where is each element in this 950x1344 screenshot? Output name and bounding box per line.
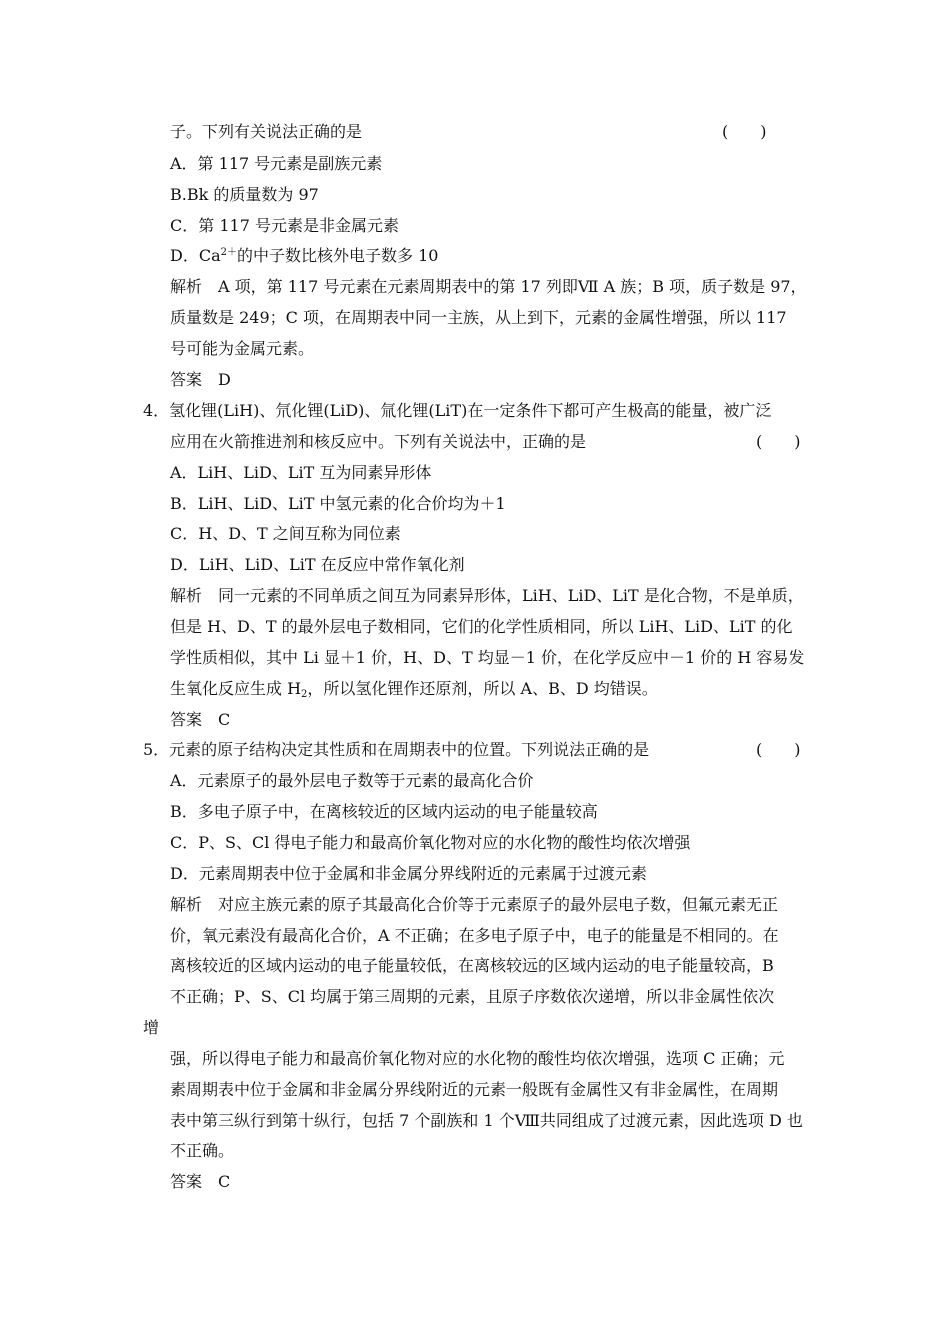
q3-stem-tail: 子。下列有关说法正确的是 <box>170 122 363 141</box>
q4-option-d: D．LiH、LiD、LiT 在反应中常作氧化剂 <box>170 555 465 574</box>
q5-analysis-line-9: 不正确。 <box>170 1141 235 1160</box>
q5-analysis-line-6: 强，所以得电子能力和最高价氧化物对应的水化物的酸性均依次增强，选项 C 正确；元 <box>170 1049 785 1068</box>
q5-analysis-line-3: 离核较近的区域内运动的电子能量较低，在离核较远的区域内运动的电子能量较高，B <box>170 956 774 975</box>
q4-analysis-line-2: 但是 H、D、T 的最外层电子数相同，它们的化学性质相同，所以 LiH、LiD、LiT 的化 <box>170 617 793 636</box>
q5-option-c: C．P、S、Cl 得电子能力和最高价氧化物对应的水化物的酸性均依次增强 <box>170 833 691 852</box>
q4-h2-subscript: 2 <box>301 689 308 700</box>
q5-analysis-line-2: 价，氧元素没有最高化合价，A 不正确；在多电子原子中，电子的能量是不相同的。在 <box>170 926 779 945</box>
q5-option-a: A．元素原子的最外层电子数等于元素的最高化合价 <box>170 771 534 790</box>
q3-option-d: D．$Ca^{2+}$的中子数比核外电子数多 10 <box>170 246 439 265</box>
q3-answer-bracket: ( ) <box>722 122 767 141</box>
q3-option-c: C．第 117 号元素是非金属元素 <box>170 216 399 235</box>
q4-option-c: C．H、D、T 之间互称为同位素 <box>170 524 401 543</box>
q5-analysis-line-4: 不正确；P、S、Cl 均属于第三周期的元素，且原子序数依次递增，所以非金属性依次 <box>170 987 775 1006</box>
q4-stem-line-1: 4．氢化锂(LiH)、氘化锂(LiD)、氚化锂(LiT)在一定条件下都可产生极高的能量，被广泛 <box>143 401 772 420</box>
q3-analysis-line-3: 号可能为金属元素。 <box>170 339 315 358</box>
q3-answer: 答案 D <box>170 370 231 389</box>
q3-analysis-line-1: 解析 A 项，第 117 号元素在元素周期表中的第 17 列即Ⅶ A 族；B 项，质子数是 97， <box>170 277 807 296</box>
q5-option-d: D．元素周期表中位于金属和非金属分界线附近的元素属于过渡元素 <box>170 864 647 883</box>
q4-analysis-line-1: 解析 同一元素的不同单质之间互为同素异形体，LiH、LiD、LiT 是化合物，不是单质， <box>170 586 804 605</box>
q3-ion-charge: 2＋ <box>220 247 237 258</box>
q4-stem-line-2: 应用在火箭推进剂和核反应中。下列有关说法中，正确的是 <box>170 432 587 451</box>
q3-option-b: B.Bk 的质量数为 97 <box>170 185 319 204</box>
q3-analysis-line-2: 质量数是 249；C 项，在周期表中同一主族，从上到下，元素的金属性增强，所以 117 <box>170 308 787 327</box>
q4-analysis-line-3: 学性质相似，其中 Li 显＋1 价，H、D、T 均显－1 价，在化学反应中－1 价的 H 容易发 <box>170 648 805 667</box>
q5-answer: 答案 C <box>170 1172 231 1191</box>
q4-option-b: B．LiH、LiD、LiT 中氢元素的化合价均为＋1 <box>170 494 506 513</box>
q3-option-a: A．第 117 号元素是副族元素 <box>170 154 383 173</box>
q5-answer-bracket: ( ) <box>756 740 801 759</box>
q4-analysis-line-4: 生氧化反应生成 $H_2$，所以氢化锂作还原剂，所以 A、B、D 均错误。 <box>170 679 658 700</box>
q5-analysis-line-8: 表中第三纵行到第十纵行，包括 7 个副族和 1 个Ⅷ共同组成了过渡元素，因此选项 D 也 <box>170 1111 803 1130</box>
q5-analysis-line-1: 解析 对应主族元素的原子其最高化合价等于元素原子的最外层电子数，但氟元素无正 <box>170 895 779 914</box>
q5-analysis-line-7: 素周期表中位于金属和非金属分界线附近的元素一般既有金属性又有非金属性，在周期 <box>170 1080 779 1099</box>
q4-answer-bracket: ( ) <box>756 432 801 451</box>
q4-option-a: A．LiH、LiD、LiT 互为同素异形体 <box>170 463 432 482</box>
q5-option-b: B．多电子原子中，在离核较近的区域内运动的电子能量较高 <box>170 802 598 821</box>
q5-stem: 5．元素的原子结构决定其性质和在周期表中的位置。下列说法正确的是 <box>143 740 650 759</box>
q4-answer: 答案 C <box>170 710 231 729</box>
q5-analysis-line-5: 增 <box>143 1018 160 1037</box>
